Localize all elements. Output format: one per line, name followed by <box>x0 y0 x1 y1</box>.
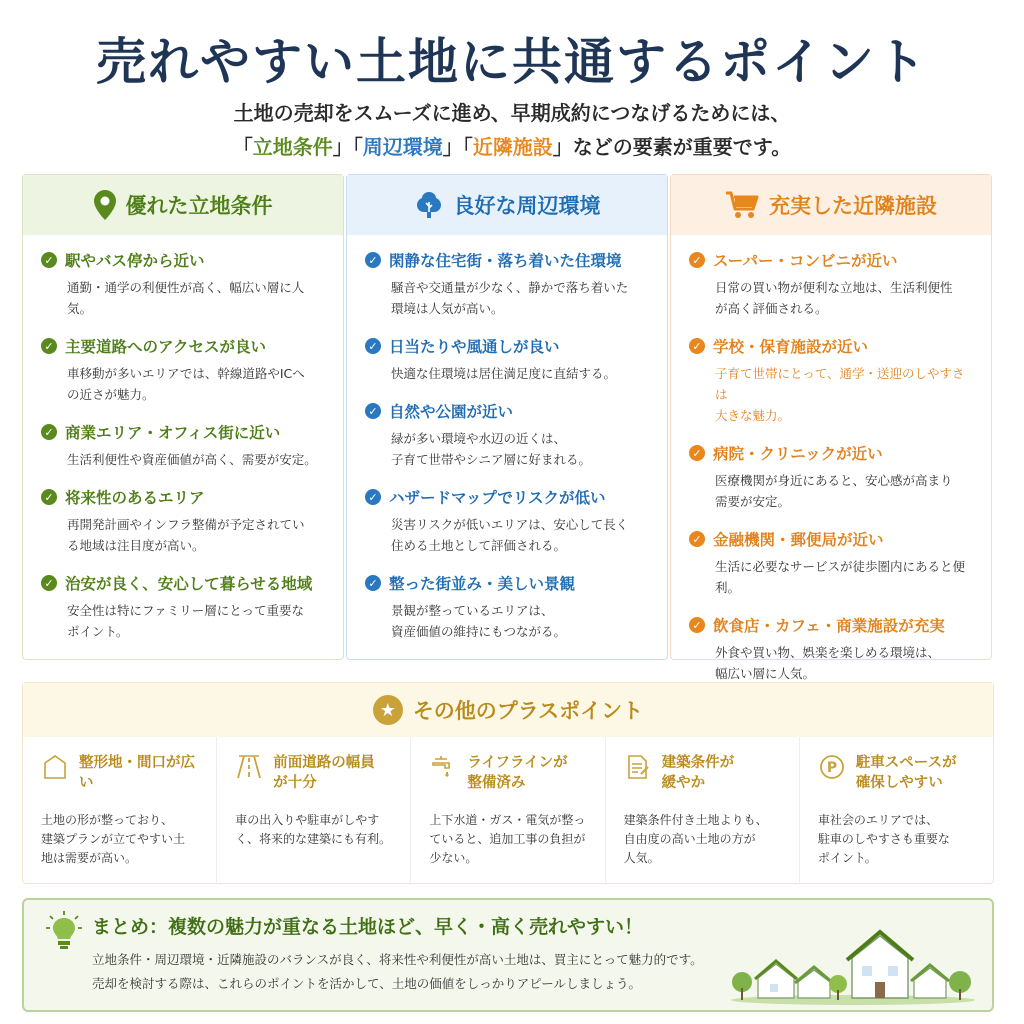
item-title: ハザードマップでリスクが低い <box>389 489 606 507</box>
item-title: 治安が良く、安心して暮らせる地域 <box>65 575 313 593</box>
plus-title: 整備済み <box>467 775 526 791</box>
list-item <box>365 249 651 319</box>
column-heading: 充実した近隣施設 <box>769 194 937 218</box>
item-title: 学校・保育施設が近い <box>713 338 869 356</box>
plus-title: が十分 <box>273 775 317 791</box>
parking-icon <box>818 753 846 781</box>
list-item <box>689 442 975 512</box>
item-desc: 需要が安定。 <box>715 494 791 509</box>
list-item <box>365 572 651 642</box>
item-desc: 生活利便性や資産価値が高く、需要が安定。 <box>67 452 317 467</box>
road-icon <box>235 753 263 781</box>
column-facilities <box>670 174 992 681</box>
plus-item <box>411 737 605 883</box>
item-desc: 子育て世帯やシニア層に好まれる。 <box>391 452 592 467</box>
quote-close: 」 <box>552 135 573 159</box>
check-icon: ✓ <box>365 403 381 419</box>
item-desc: 災害リスクが低いエリアは、安心して長く <box>391 517 629 532</box>
plus-desc: 自由度の高い土地の方が <box>623 832 756 846</box>
item-title: 整った街並み・美しい景観 <box>389 575 576 593</box>
plus-desc: ポイント。 <box>817 851 877 865</box>
list-item <box>41 335 327 405</box>
item-title: スーパー・コンビニが近い <box>713 252 898 270</box>
item-desc: 騒音や交通量が少なく、静かで落ち着いた <box>391 280 629 295</box>
list-item <box>689 335 975 426</box>
houses-illustration-icon <box>728 922 978 1004</box>
keyword-location: 立地条件 <box>252 135 333 159</box>
list-item <box>689 528 975 598</box>
list-item <box>365 400 651 470</box>
item-title: 主要道路へのアクセスが良い <box>65 338 267 356</box>
list-item <box>365 486 651 556</box>
svg-text:P: P <box>826 760 837 776</box>
plus-item <box>23 737 217 883</box>
summary-line-2: 売却を検討する際は、これらのポイントを活かして、土地の価値をしっかりアピールしましょう。 <box>92 976 642 991</box>
list-item <box>41 249 327 319</box>
map-pin-icon <box>94 190 116 220</box>
item-desc: 環境は人気が高い。 <box>391 301 504 316</box>
item-title: 閑静な住宅街・落ち着いた住環境 <box>389 252 622 270</box>
plus-title: 建築条件が <box>661 755 735 771</box>
check-icon: ✓ <box>41 338 57 354</box>
column-environment <box>346 174 668 660</box>
subtitle-line-1: 土地の売却をスムーズに進め、早期成約につなげるためには、 <box>233 101 791 125</box>
item-desc: 子育て世帯にとって、通学・送迎のしやすさは <box>715 366 965 402</box>
quote-open: 「 <box>352 135 363 159</box>
column-body <box>347 235 667 642</box>
check-icon: ✓ <box>41 489 57 505</box>
plus-desc: 建築条件付き土地よりも、 <box>623 813 768 827</box>
column-header <box>23 175 343 235</box>
item-title: 商業エリア・オフィス街に近い <box>65 424 281 442</box>
plus-item <box>217 737 411 883</box>
land-plot-icon <box>41 753 69 781</box>
column-heading: 良好な周辺環境 <box>453 194 601 218</box>
plus-header <box>23 683 993 737</box>
item-title: 駅やバス停から近い <box>65 252 205 270</box>
tree-icon <box>414 190 444 220</box>
column-heading: 優れた立地条件 <box>125 194 273 218</box>
plus-title: 駐車スペースが <box>855 755 957 771</box>
plus-heading: その他のプラスポイント <box>412 699 644 723</box>
item-desc: 安全性は特にファミリー層にとって重要な <box>67 603 305 618</box>
document-icon <box>624 753 652 781</box>
plus-title: ライフラインが <box>467 755 568 771</box>
plus-desc: ていると、追加工事の負担が <box>429 832 586 846</box>
list-item <box>689 614 975 684</box>
item-title: 飲食店・カフェ・商業施設が充実 <box>713 617 945 635</box>
plus-desc: 人気。 <box>623 851 660 865</box>
item-title: 将来性のあるエリア <box>65 489 205 507</box>
plus-desc: 車の出入りや駐車がしやす <box>235 813 380 827</box>
check-icon: ✓ <box>689 252 705 268</box>
item-desc: 通勤・通学の利便性が高く、幅広い層に人気。 <box>67 280 305 316</box>
page-title: 売れやすい土地に共通するポイント <box>96 32 928 91</box>
list-item <box>689 249 975 319</box>
item-desc: 資産価値の維持にもつながる。 <box>391 624 567 639</box>
plus-desc: 建築プランが立てやすい土 <box>41 832 186 846</box>
item-title: 自然や公園が近い <box>389 403 514 421</box>
check-icon: ✓ <box>689 338 705 354</box>
item-desc: 大きな魅力。 <box>715 408 791 423</box>
item-title: 日当たりや風通しが良い <box>389 338 560 356</box>
item-desc: 生活に必要なサービスが徒歩圏内にあると便利。 <box>715 559 966 595</box>
column-location <box>22 174 344 660</box>
column-header <box>347 175 667 235</box>
plus-desc: 車社会のエリアでは、 <box>817 813 939 827</box>
item-desc: 医療機関が身近にあると、安心感が高まり <box>715 473 953 488</box>
summary-title: まとめ：複数の魅力が重なる土地ほど、早く・高く売れやすい！ <box>92 916 644 938</box>
page-subtitle <box>0 96 1024 164</box>
shopping-cart-icon <box>725 190 759 220</box>
three-columns <box>22 174 992 681</box>
item-title: 金融機関・郵便局が近い <box>713 531 884 549</box>
item-desc: る地域は注目度が高い。 <box>67 538 205 553</box>
plus-desc: く、将来的な建築にも有利。 <box>235 832 391 846</box>
item-desc: が高く評価される。 <box>715 301 828 316</box>
item-desc: 住める土地として評価される。 <box>391 538 567 553</box>
item-desc: 緑が多い環境や水辺の近くは、 <box>391 431 567 446</box>
item-desc: 再開発計画やインフラ整備が予定されてい <box>67 517 305 532</box>
item-desc: 快適な住環境は居住満足度に直結する。 <box>391 366 617 381</box>
plus-points-section <box>22 682 994 884</box>
list-item <box>41 421 327 470</box>
column-header <box>671 175 991 235</box>
check-icon: ✓ <box>41 424 57 440</box>
check-icon: ✓ <box>41 575 57 591</box>
item-desc: ポイント。 <box>67 624 129 639</box>
subtitle-tail: などの要素が重要です。 <box>572 135 792 159</box>
check-icon: ✓ <box>689 531 705 547</box>
plus-title: 前面道路の幅員 <box>273 755 375 771</box>
list-item <box>41 486 327 556</box>
plus-title: 整形地・間口が広い <box>79 755 195 791</box>
subtitle-line-2 <box>0 130 1024 164</box>
check-icon: ✓ <box>41 252 57 268</box>
keyword-environment: 周辺環境 <box>362 135 443 159</box>
item-desc: 幅広い層に人気。 <box>715 666 816 681</box>
quote-open: 「 <box>232 135 253 159</box>
item-title: 病院・クリニックが近い <box>713 445 883 463</box>
plus-cells <box>23 737 993 883</box>
faucet-icon <box>429 753 457 781</box>
item-desc: 日常の買い物が便利な立地は、生活利便性 <box>715 280 953 295</box>
check-icon: ✓ <box>365 489 381 505</box>
quote-close: 」 <box>332 135 353 159</box>
check-icon: ✓ <box>689 445 705 461</box>
list-item <box>365 335 651 384</box>
quote-open: 「 <box>462 135 473 159</box>
summary-box <box>22 898 994 1012</box>
item-desc: 車移動が多いエリアでは、幹線道路やICへ <box>67 366 305 381</box>
check-icon: ✓ <box>365 252 381 268</box>
list-item <box>41 572 327 642</box>
plus-desc: 駐車のしやすさも重要な <box>817 832 950 846</box>
plus-desc: 少ない。 <box>429 851 478 865</box>
plus-desc: 上下水道・ガス・電気が整っ <box>429 813 586 827</box>
quote-close: 」 <box>442 135 463 159</box>
column-body <box>23 235 343 642</box>
plus-item <box>800 737 993 883</box>
star-icon: ★ <box>373 695 403 725</box>
lightbulb-icon <box>46 910 82 954</box>
plus-desc: 土地の形が整っており、 <box>41 813 174 827</box>
column-body <box>671 235 991 684</box>
summary-line-1: 立地条件・周辺環境・近隣施設のバランスが良く、将来性や利便性が高い土地は、買主にとって魅力的です。 <box>92 952 703 967</box>
item-desc: 外食や買い物、娯楽を楽しめる環境は、 <box>715 645 941 660</box>
keyword-facilities: 近隣施設 <box>472 135 553 159</box>
plus-desc: 地は需要が高い。 <box>41 851 138 865</box>
check-icon: ✓ <box>365 338 381 354</box>
plus-title: 確保しやすい <box>855 775 943 791</box>
check-icon: ✓ <box>365 575 381 591</box>
check-icon: ✓ <box>689 617 705 633</box>
plus-item <box>606 737 800 883</box>
item-desc: 景観が整っているエリアは、 <box>391 603 554 618</box>
plus-title: 緩やか <box>661 775 706 791</box>
item-desc: の近さが魅力。 <box>67 387 155 402</box>
